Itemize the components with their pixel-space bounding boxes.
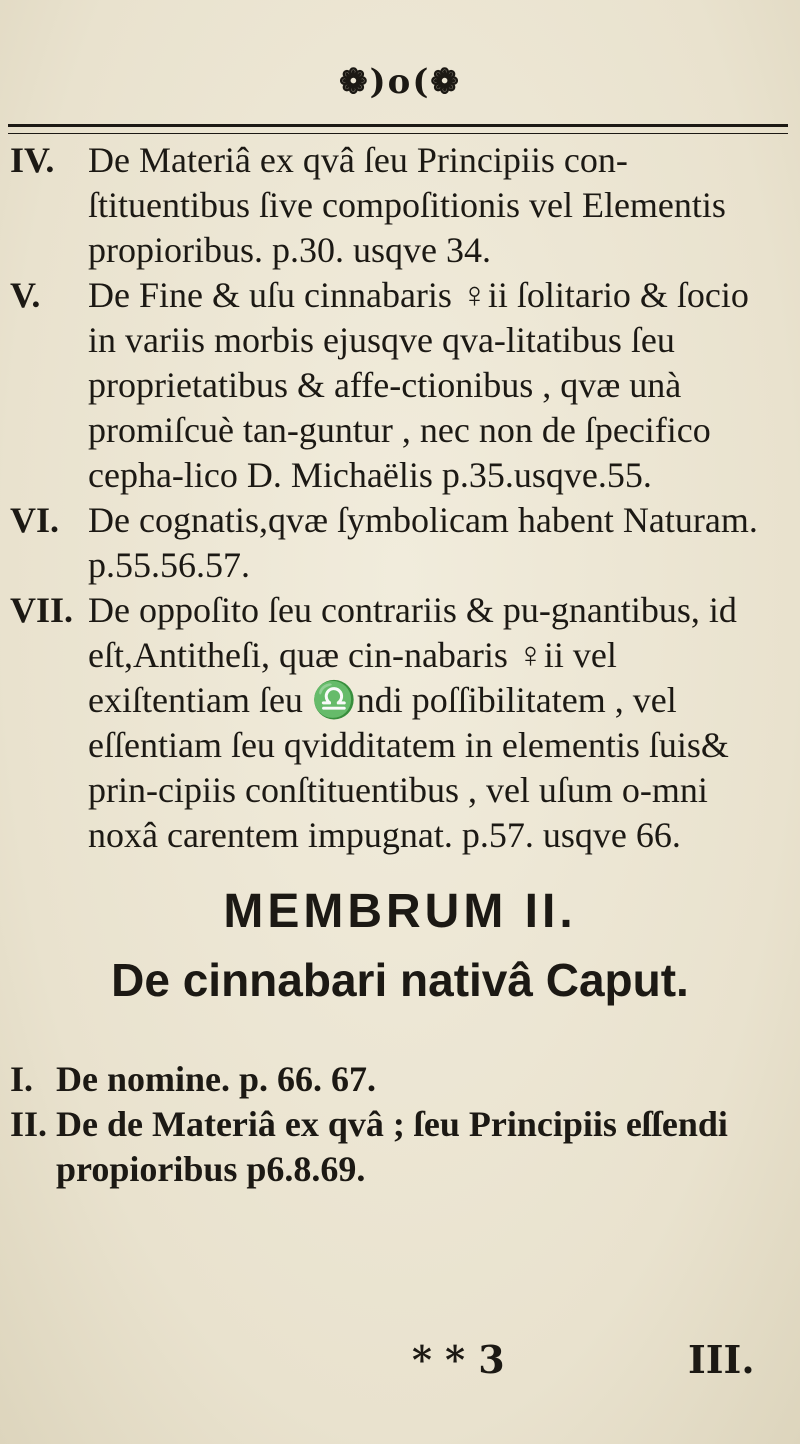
entry-number: V.	[10, 275, 41, 315]
entry-text: De Materiâ ex qvâ ſeu Principiis con-ſtituentibus ſive compoſitionis vel Elementis propioribus. p.30. usqve 34.	[88, 140, 726, 270]
entry-number: I.	[10, 1059, 34, 1099]
entry-number: VII.	[10, 590, 74, 630]
entry-vi	[0, 498, 800, 588]
entry-number: VI.	[10, 500, 60, 540]
entry-caput-i	[0, 1057, 800, 1102]
entry-iv	[0, 138, 800, 273]
entry-text: De oppoſito ſeu contrariis & pu-gnantibus, id eſt,Antitheſi, quæ cin-nabaris ♀ii vel exiſtentiam ſeu ♎ndi poſſibilitatem , vel eſſentiam ſeu qvidditatem in elementis ſuis& prin-cipiis conſtituentibus , vel uſum o-mni noxâ carentem impugnat. p.57. usqve 66.	[88, 590, 737, 855]
page-body	[0, 132, 800, 1192]
entry-number: II.	[10, 1104, 48, 1144]
entry-text: De cognatis,qvæ ſymbolicam habent Naturam. p.55.56.57.	[88, 500, 758, 585]
entry-number: IV.	[10, 140, 55, 180]
entry-vii	[0, 588, 800, 858]
header-ornament: ❁)o(❁	[339, 62, 461, 102]
entry-text: De nomine. p. 66. 67.	[56, 1059, 377, 1099]
entry-text: De Fine & uſu cinnabaris ♀ii ſolitario & ſocio in variis morbis ejusqve qva-litatibus ſeu proprietatibus & affe-ctionibus , qvæ unà promiſcuè tan-guntur , nec non de ſpecifico cepha-lico D. Michaëlis p.35.usqve.55.	[88, 275, 749, 495]
entry-text: De de Materiâ ex qvâ ; ſeu Principiis eſſendi propioribus p6.8.69.	[56, 1104, 728, 1189]
signature-mark: * * 3	[412, 1337, 505, 1382]
section-title: MEMBRUM II.	[223, 885, 577, 938]
section-subtitle: De cinnabari nativâ Caput.	[111, 954, 689, 1006]
catchword: III.	[688, 1337, 755, 1382]
entry-caput-ii	[0, 1102, 800, 1192]
entry-v	[0, 273, 800, 498]
